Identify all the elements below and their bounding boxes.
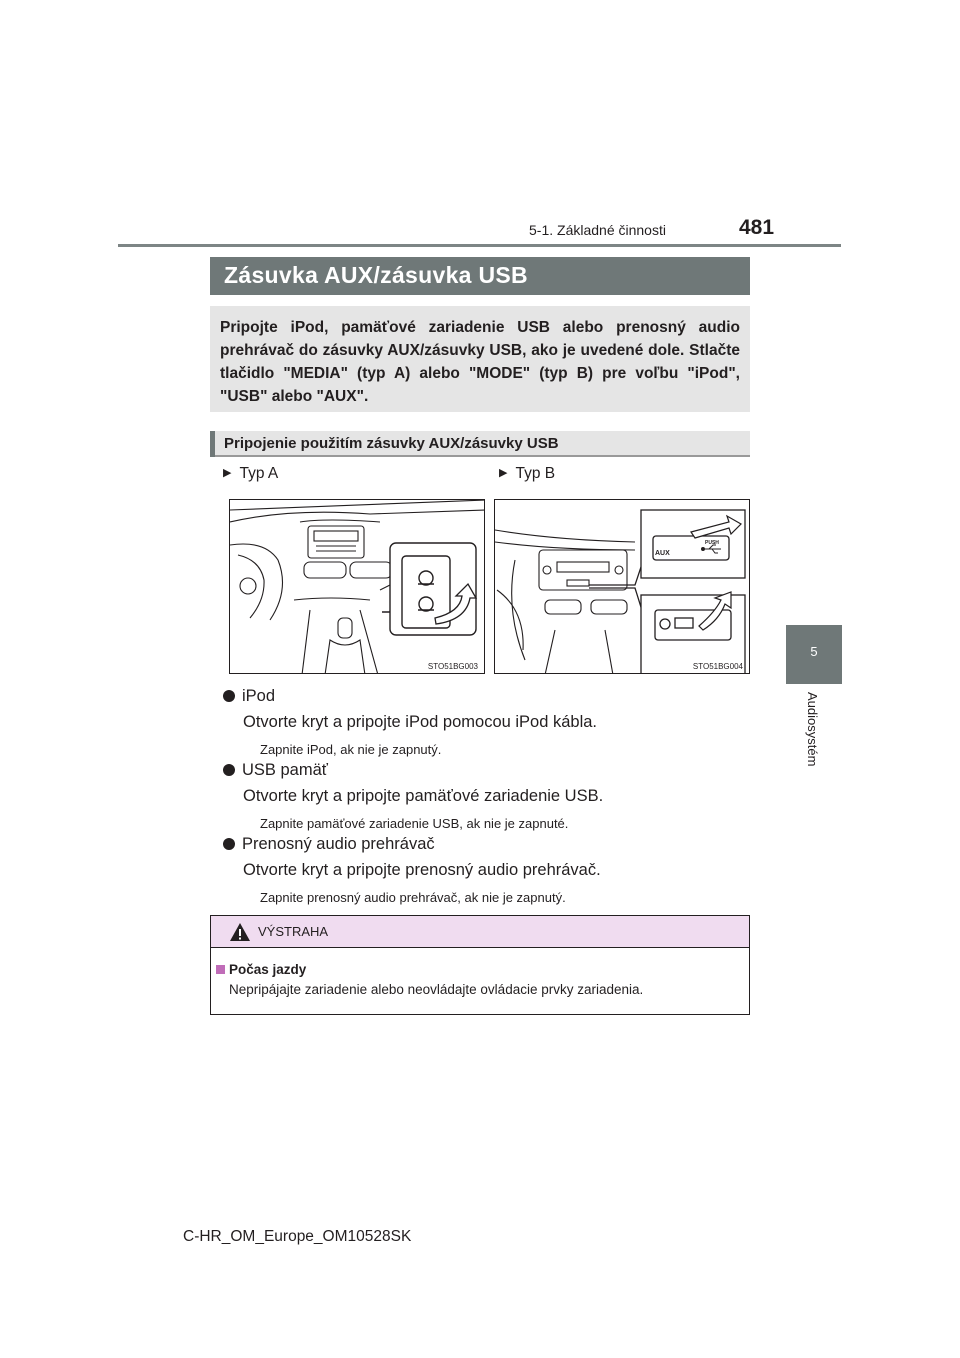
- item-note-ipod: Zapnite iPod, ak nie je zapnutý.: [260, 742, 442, 757]
- header-divider: [118, 244, 841, 247]
- figure-label-type-a: ▶ Typ A: [223, 465, 279, 482]
- chapter-tab: [786, 625, 842, 684]
- item-note-portable-player: Zapnite prenosný audio prehrávač, ak nie je zapnutý.: [260, 890, 566, 905]
- warning-box: [210, 915, 750, 1015]
- item-text-ipod: Otvorte kryt a pripojte iPod pomocou iPod kábla.: [243, 713, 598, 731]
- figure-code: STO51BG004: [692, 662, 743, 671]
- item-title-ipod: iPod: [223, 687, 275, 706]
- dashboard-illustration-type-b: [495, 500, 750, 674]
- warning-title: VÝSTRAHA: [258, 924, 329, 939]
- figure-type-b: [494, 499, 750, 674]
- triangle-bullet-icon: ▶: [499, 467, 508, 479]
- item-title-usb: USB pamäť: [223, 761, 328, 780]
- subheading-accent-bar: [210, 431, 215, 457]
- intro-box: [210, 306, 750, 412]
- square-bullet-icon: [216, 965, 225, 974]
- aux-label: AUX: [655, 550, 670, 557]
- warning-subtitle: Počas jazdy: [216, 962, 306, 977]
- section-title: Zásuvka AUX/zásuvka USB: [210, 257, 750, 295]
- subheading: [210, 431, 750, 457]
- figure-label-type-b: ▶ Typ B: [499, 465, 556, 482]
- figure-code: STO51BG003: [427, 662, 478, 671]
- subheading-text: Pripojenie použitím zásuvky AUX/zásuvky USB: [224, 435, 559, 452]
- item-note-usb: Zapnite pamäťové zariadenie USB, ak nie je zapnuté.: [260, 816, 569, 831]
- triangle-bullet-icon: ▶: [223, 467, 232, 479]
- document-footer: C-HR_OM_Europe_OM10528SK: [183, 1228, 412, 1245]
- running-header-section: 5-1. Základné činnosti: [529, 222, 666, 238]
- warning-text: Nepripájajte zariadenie alebo neovládajte ovládacie prvky zariadenia.: [229, 982, 644, 997]
- bullet-dot-icon: [223, 838, 235, 850]
- page-number: 481: [739, 216, 775, 239]
- push-label: PUSH: [705, 540, 719, 546]
- item-text-usb: Otvorte kryt a pripojte pamäťové zariadenie USB.: [243, 787, 604, 805]
- intro-text: Pripojte iPod, pamäťové zariadenie USB alebo prenosný audio prehrávač do zásuvky AUX/zásuvky USB, ako je uvedené dole. Stlačte tlačidlo "MEDIA" (typ A) alebo "MODE" (typ B) pre voľbu "iPod", "USB" alebo "AUX".: [220, 319, 740, 405]
- chapter-label: Audiosystém: [805, 692, 820, 767]
- warning-triangle-icon: [229, 922, 251, 942]
- bullet-dot-icon: [223, 764, 235, 776]
- bullet-dot-icon: [223, 690, 235, 702]
- item-title-portable-player: Prenosný audio prehrávač: [223, 835, 435, 854]
- chapter-number: 5: [810, 644, 818, 659]
- warning-header: [211, 916, 749, 948]
- item-text-portable-player: Otvorte kryt a pripojte prenosný audio prehrávač.: [243, 861, 601, 879]
- figure-type-a: [229, 499, 485, 674]
- dashboard-illustration-type-a: [230, 500, 485, 674]
